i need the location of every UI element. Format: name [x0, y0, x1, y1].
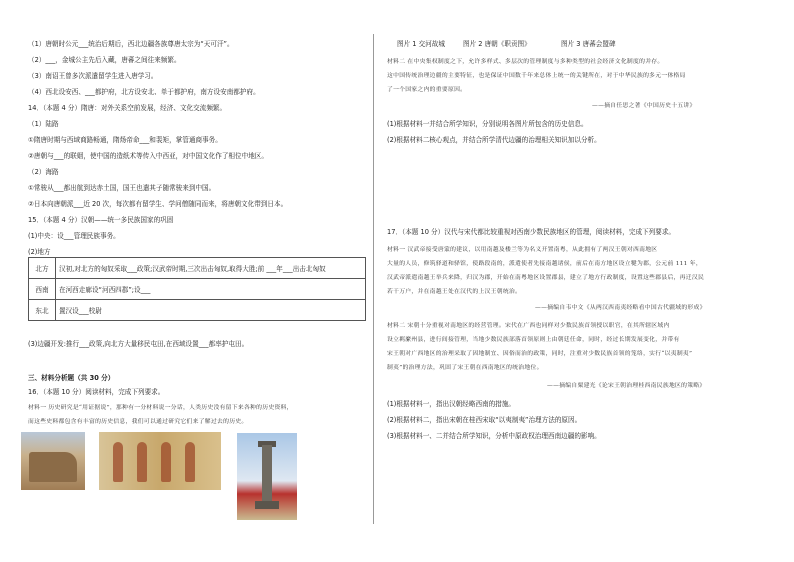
image-caption-3: 图片 3 唐蕃会盟碑: [561, 40, 616, 48]
column-divider: [373, 34, 374, 524]
q13-item-2: （2）___，金城公主先后入藏，唐蕃之间往来频繁。: [28, 56, 181, 64]
q17-material-1-line-2: 大量的人员，修筑驿道和驿馆，使路段南的，派遣使者先接南越诸侯，前后在南方地区设立犍为郡，公元前 111 年，: [387, 261, 702, 267]
alliance-stele-image: [237, 433, 297, 520]
q17-material-1-line-1: 材料一 汉武帝接受唐蒙的建议，以用南越及楼兰等为名义开置南粤，从此拥有了两汉王朝对西南地区: [387, 247, 658, 253]
q14-subheading-sea: （2）海路: [28, 168, 59, 176]
table-key: 西南: [29, 279, 56, 300]
material-2-line-2: 这中国传统治理边疆的主要特征，也是保证中国数千年来总体上统一的关键所在，对于中华民族的多元一体格局: [387, 73, 686, 79]
section-3-heading: 三、材料分析题（共 30 分）: [28, 374, 115, 382]
q17-requirement-3: (3)根据材料一、二并结合所学知识，分析中原政权治理西南边疆的影响。: [387, 432, 601, 440]
table-row: [29, 279, 366, 300]
q15-local: (2)地方: [28, 248, 51, 256]
q13-item-3: （3）南诏王曾多次派遣留学生进入唐学习。: [28, 72, 158, 80]
q13-item-1: （1）唐朝时公元___统治后期后，西北边疆各族尊唐太宗为“天可汗”。: [28, 40, 234, 48]
q15-heading: 15．（本题 4 分）汉朝——统一多民族国家的巩固: [28, 216, 174, 224]
q17-material-2-source: ——摘编自粟建光《论宋王朝治理桂西南民族地区的策略》: [547, 383, 706, 389]
q17-heading: 17．（本题 10 分）汉代与宋代都比较重视对西南少数民族地区的管理，阅读材料，完成下列要求。: [387, 228, 676, 236]
q16-heading: 16．（本题 10 分）阅读材料，完成下列要求。: [28, 388, 165, 396]
q15-central: (1)中央：设___管理民族事务。: [28, 232, 120, 240]
table-row: [29, 300, 366, 321]
q16-requirement-1: (1)根据材料一并结合所学知识，分别说明各图片所包含的历史信息。: [387, 120, 588, 128]
q16-material-line-2: 而这些史料都包含有丰富的历史信息，我们可以通过研究它们来了解过去的历史。: [28, 419, 248, 425]
q17-requirement-2: (2)根据材料二，指出宋朝在桂西宋取“以夷制夷”治理方法的原因。: [387, 416, 582, 424]
q14-land-item-2: ②唐朝与___的联姻，使中国的造纸术等传入中西亚，对中国文化作了相位中地区。: [28, 152, 268, 160]
material-2-source: ——摘自任思之著《中国历史十五讲》: [592, 103, 696, 109]
q14-sea-item-1: ①常骏从___都出航到达赤土国，国王也遣其子随常骏来到中国。: [28, 184, 216, 192]
tribute-painting-image: [99, 432, 221, 490]
q17-material-2-line-1: 材料二 宋朝十分重视对南地区的经营管理。宋代在广西也同样对少数民族首领授以职官，在其所辖区域内: [387, 323, 670, 329]
table-value: 汉初,对北方的匈奴采取___政策;汉武帝时期,三次出击匈奴,取得大胜;前 ___年___出击北匈奴: [56, 258, 366, 279]
q14-land-item-1: ①隋唐时期与西域商路畅通，隋炀帝命___和裴矩，掌管通商事务。: [28, 136, 222, 144]
table-key: 东北: [29, 300, 56, 321]
q14-subheading-land: （1）陆路: [28, 120, 59, 128]
q15-border: (3)边疆开发:推行___政策,向北方大量移民屯田,在西域设置___都率护屯田。: [28, 340, 249, 348]
image-caption-1: 图片 1 交河故城: [397, 40, 445, 48]
table-value: 在河西走廊设“河西四郡”;设___: [56, 279, 366, 300]
regions-table: [28, 257, 366, 321]
q17-material-1-line-3: 汉武帝派遣南越王举兵来降，归汉为郡，开始在南粤地区设置郡县，建立了地方行政制度，设置这些郡县后，再迁汉民: [387, 275, 705, 281]
q16-requirement-2: (2)根据材料二核心观点，并结合所学清代边疆的治理相关知识加以分析。: [387, 136, 601, 144]
table-row: [29, 258, 366, 279]
jiaohe-ruins-image: [21, 432, 85, 490]
q14-heading: 14．（本题 4 分）隋唐：对外关系空前发展，经济、文化交流频繁。: [28, 104, 227, 112]
q14-sea-item-2: ②日本向唐朝派___近 20 次，每次都有留学生、学问僧随同而来，将唐朝文化带到日本。: [28, 200, 288, 208]
table-value: 置汉设___校尉: [56, 300, 366, 321]
q17-material-2-line-2: 设立羁縻州县，进行间接管理，当地少数民族部落首领原则上由朝廷任命，同时，经过长期发展变化，并带有: [387, 337, 680, 343]
q13-item-4: （4）西北设安西、___都护府，北方设安北、单于都护府，南方设安南都护府。: [28, 88, 260, 96]
q17-material-2-line-3: 宋王朝对广西地区的治理采取了因地制宜、因俗而治的政策，同时，注重对少数民族首领的笼络，实行“以夷制夷”: [387, 351, 693, 357]
image-caption-2: 图片 2 唐朝《职贡图》: [463, 40, 531, 48]
q17-material-1-line-4: 若干万户，并在南越王处在汉代的上汉王朝统治。: [387, 289, 522, 295]
q17-material-2-line-4: 制夷”的治理方法，巩固了宋王朝在西南地区的统治地位。: [387, 365, 543, 371]
material-2-line-3: 了一个国家之内的重要原因。: [387, 87, 467, 93]
q17-material-1-source: ——摘编自韦中文《从两汉西南夷经略看中国古代疆域的形成》: [535, 305, 706, 311]
q16-material-line-1: 材料一 历史研究是“用证据说”，那种有一分材料说一分话，人类历史没有留下来各种的历史资料，: [28, 405, 293, 411]
q17-requirement-1: (1)根据材料一，指出汉朝经略西南的措施。: [387, 400, 516, 408]
material-2-line-1: 材料二 在中央集权制度之下，允许多样式、多层次的管理制度与多种类型的社会经济文化制度的并存。: [387, 59, 664, 65]
table-key: 北方: [29, 258, 56, 279]
